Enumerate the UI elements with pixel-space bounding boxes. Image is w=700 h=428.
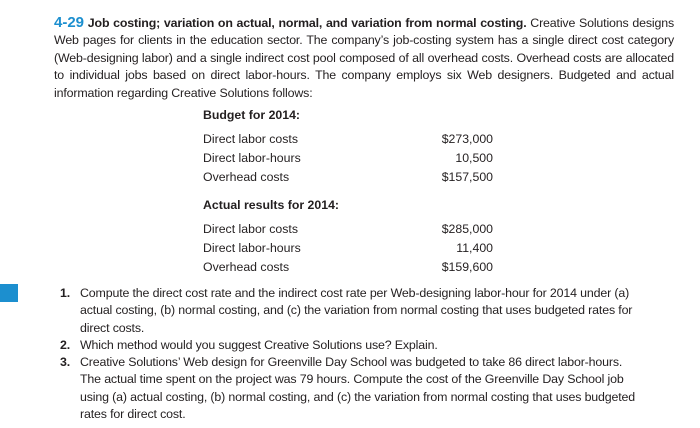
question-number: 1.	[60, 286, 71, 300]
list-item	[60, 337, 642, 354]
row-value: 11,400	[456, 241, 493, 255]
row-value: $273,000	[441, 132, 493, 146]
question-number: 3.	[60, 355, 71, 370]
question-text: Creative Solutions’ Web design for Greenville Day School was budgeted to take 86 direct labor-hours. The actual time spent on the project was 79 hours. Compute the cost of the Greenville Day School job using (a) actual costing, (b) normal costing, and (c) the variation from normal costing that uses budgeted rates for direct cost.	[80, 355, 636, 422]
row-label: Overhead costs	[203, 260, 290, 274]
table-row	[203, 130, 493, 149]
row-value: $285,000	[441, 222, 493, 236]
row-label: Direct labor costs	[203, 222, 298, 236]
list-item	[60, 285, 642, 337]
question-text: Which method would you suggest Creative Solutions use? Explain.	[80, 337, 438, 352]
actual-heading: Actual results for 2014:	[203, 198, 339, 212]
problem-statement	[54, 14, 674, 102]
table-row	[203, 239, 493, 258]
question-number: 2.	[60, 337, 71, 352]
problem-title: Job costing; variation on actual, normal, and variation from normal costing.	[87, 16, 527, 30]
table-row	[203, 149, 493, 168]
budget-actual-table	[203, 106, 493, 277]
question-text: Compute the direct cost rate and the indirect cost rate per Web-designing labor-hour for 2014 under (a) actual costing, (b) normal costing, and (c) the variation from normal costing that uses budgeted rates for direct costs.	[80, 286, 633, 335]
row-value: $159,600	[441, 260, 493, 274]
row-label: Direct labor-hours	[203, 241, 301, 255]
row-value: $157,500	[441, 170, 493, 184]
difficulty-marker-icon	[0, 284, 18, 302]
list-item	[60, 354, 642, 423]
table-row	[203, 258, 493, 277]
problem-body: Creative Solutions designs Web pages for clients in the education sector. The company’s job-costing system has a single direct cost category (Web-designing labor) and a single indirect cost pool composed of all overhead costs. Overhead costs are allocated to individual jobs based on direct labor-hours. The company employs six Web designers. Budgeted and actual information regarding Creative Solutions follows:	[54, 16, 674, 100]
section-spacer	[203, 187, 493, 196]
table-row	[203, 168, 493, 187]
budget-heading: Budget for 2014:	[203, 108, 301, 122]
problem-number: 4-29	[54, 14, 85, 31]
question-list	[60, 285, 642, 423]
row-label: Direct labor-hours	[203, 151, 301, 165]
table-row	[203, 220, 493, 239]
row-label: Overhead costs	[203, 170, 290, 184]
row-value: 10,500	[455, 151, 493, 165]
row-label: Direct labor costs	[203, 132, 298, 146]
